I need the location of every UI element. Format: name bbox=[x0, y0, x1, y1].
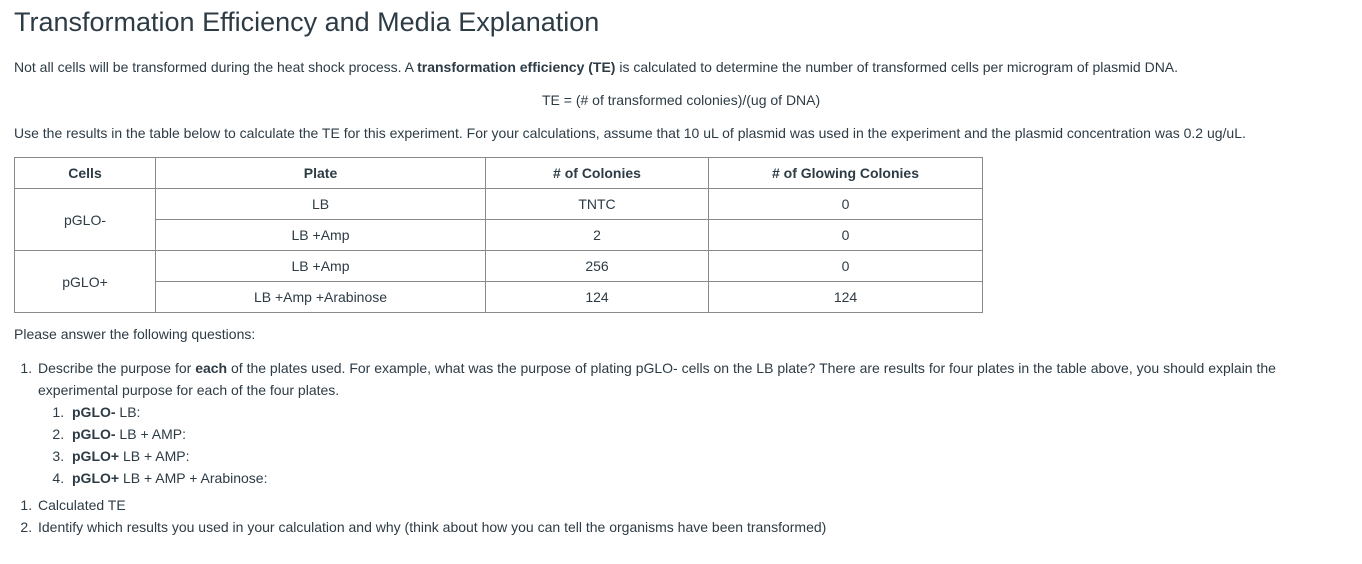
list-item bbox=[68, 445, 1352, 467]
sub-item-cells: pGLO- bbox=[72, 404, 116, 420]
sub-item-plate: LB + AMP: bbox=[115, 426, 186, 442]
colonies-cell: 256 bbox=[486, 251, 709, 282]
list-item bbox=[68, 401, 1352, 423]
table-header-row bbox=[15, 158, 983, 189]
colonies-cell: 124 bbox=[486, 282, 709, 313]
glowing-cell: 0 bbox=[709, 220, 983, 251]
colonies-cell: 2 bbox=[486, 220, 709, 251]
plate-cell: LB +Amp +Arabinose bbox=[156, 282, 486, 313]
header-plate: Plate bbox=[156, 158, 486, 189]
sub-item-plate: LB: bbox=[115, 404, 141, 420]
questions-intro: Please answer the following questions: bbox=[14, 326, 256, 342]
plate-cell: LB bbox=[156, 189, 486, 220]
sub-item-cells: pGLO+ bbox=[72, 448, 120, 464]
page-title: Transformation Efficiency and Media Explanation bbox=[14, 7, 600, 37]
results-table bbox=[14, 157, 983, 313]
header-colonies: # of Colonies bbox=[486, 158, 709, 189]
list-item bbox=[68, 423, 1352, 445]
plate-sublist bbox=[38, 401, 1352, 489]
glowing-cell: 124 bbox=[709, 282, 983, 313]
table-row bbox=[15, 251, 983, 282]
list-item bbox=[36, 357, 1352, 489]
intro-text-after: is calculated to determine the number of transformed cells per microgram of plasmid DNA. bbox=[615, 59, 1179, 75]
list-item: 1. Calculated TE bbox=[36, 494, 826, 516]
intro-bold-term: transformation efficiency (TE) bbox=[417, 59, 616, 75]
intro-text-before: Not all cells will be transformed during the heat shock process. A bbox=[14, 59, 418, 75]
plate-cell: LB +Amp bbox=[156, 220, 486, 251]
question1-text-before: Describe the purpose for bbox=[38, 360, 196, 376]
cells-cell: pGLO- bbox=[15, 189, 156, 251]
list-item bbox=[68, 467, 1352, 489]
te-formula: TE = (# of transformed colonies)/(ug of DNA) bbox=[542, 92, 821, 108]
question1-text-after: of the plates used. For example, what was the purpose of plating pGLO- cells on the LB plate? There are results for four plates in the table above, you should explain the experimental purpose for each of the four plates. bbox=[38, 360, 1276, 398]
plate-cell: LB +Amp bbox=[156, 251, 486, 282]
table-row bbox=[15, 189, 983, 220]
sub-item-cells: pGLO+ bbox=[72, 470, 120, 486]
glowing-cell: 0 bbox=[709, 251, 983, 282]
header-glowing-colonies: # of Glowing Colonies bbox=[709, 158, 983, 189]
cells-cell: pGLO+ bbox=[15, 251, 156, 313]
table-row bbox=[15, 220, 983, 251]
list-item: 2. Identify which results you used in your calculation and why (think about how you can tell the organisms have been transformed) bbox=[36, 516, 826, 538]
table-row bbox=[15, 282, 983, 313]
sub-item-cells: pGLO- bbox=[72, 426, 116, 442]
glowing-cell: 0 bbox=[709, 189, 983, 220]
final-questions-list bbox=[14, 494, 826, 538]
intro-paragraph bbox=[14, 58, 1178, 76]
sub-item-plate: LB + AMP: bbox=[119, 448, 190, 464]
header-cells: Cells bbox=[15, 158, 156, 189]
colonies-cell: TNTC bbox=[486, 189, 709, 220]
questions-list bbox=[14, 357, 1352, 489]
sub-item-plate: LB + AMP + Arabinose: bbox=[119, 470, 268, 486]
instructions-paragraph: Use the results in the table below to calculate the TE for this experiment. For your calculations, assume that 10 uL of plasmid was used in the experiment and the plasmid concentration was 0.2 ug/uL. bbox=[14, 125, 1246, 141]
question1-bold: each bbox=[195, 360, 228, 376]
